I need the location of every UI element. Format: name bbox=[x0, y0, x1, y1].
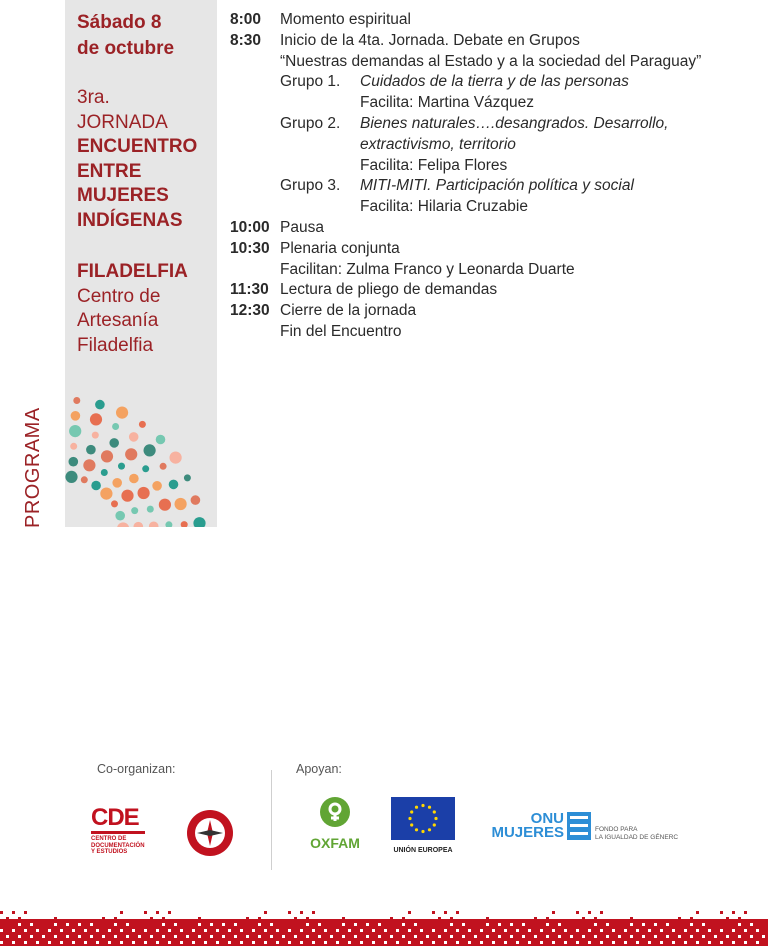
date-line: Sábado 8 bbox=[77, 12, 162, 33]
onu-logo-text: MUJERES bbox=[491, 824, 564, 841]
onu-logo-text: ONU bbox=[530, 810, 564, 827]
schedule-item bbox=[230, 280, 750, 301]
schedule bbox=[230, 10, 750, 343]
jornada-block bbox=[77, 86, 197, 233]
title-line: MUJERES bbox=[77, 185, 169, 206]
title-line: ENTRE bbox=[77, 160, 142, 182]
group-topic: MITI-MITI. Participación política y social bbox=[360, 177, 634, 195]
schedule-text: Inicio de la 4ta. Jornada. Debate en Grupos bbox=[280, 31, 580, 49]
event-date bbox=[77, 10, 174, 62]
eu-logo-text: UNIÓN EUROPEA bbox=[393, 847, 453, 854]
fondo-igualdad-text bbox=[595, 826, 678, 841]
schedule-text: Plenaria conjunta bbox=[280, 239, 400, 257]
group-item bbox=[280, 72, 750, 114]
debate-subtitle: “Nuestras demandas al Estado y a la sociedad del Paraguay” bbox=[280, 52, 702, 70]
schedule-item bbox=[230, 301, 750, 343]
schedule-time: 8:00 bbox=[230, 11, 262, 28]
decorative-woven-band bbox=[0, 905, 768, 946]
group-facilitator: Facilita: Hilaria Cruzabie bbox=[360, 198, 528, 216]
schedule-time: 11:30 bbox=[230, 281, 269, 299]
title-line: INDÍGENAS bbox=[77, 209, 183, 231]
schedule-body bbox=[280, 31, 750, 218]
oxfam-logo bbox=[307, 796, 363, 851]
fondo-text-line: LA IGUALDAD DE GÉNERC bbox=[595, 833, 679, 841]
schedule-time: 10:00 bbox=[230, 218, 270, 236]
schedule-text: Cierre de la jornada bbox=[280, 302, 417, 320]
venue-block bbox=[77, 260, 188, 358]
schedule-time: 12:30 bbox=[230, 302, 270, 320]
fondo-text-line: FONDO PARA bbox=[595, 826, 638, 833]
schedule-closing: Fin del Encuentro bbox=[280, 322, 402, 340]
cde-logo-text: CDE bbox=[91, 805, 145, 834]
cde-logo-subtext: CENTRO DE bbox=[91, 836, 127, 842]
supporters-label: Apoyan: bbox=[296, 762, 342, 776]
schedule-text: Momento espiritual bbox=[280, 11, 411, 28]
fondo-igualdad-icon bbox=[567, 812, 591, 840]
oxfam-logo-text: OXFAM bbox=[310, 835, 360, 851]
venue-line: Centro de bbox=[77, 285, 161, 307]
schedule-item bbox=[230, 239, 750, 281]
decorative-dot-arc bbox=[65, 395, 217, 527]
title-line: ENCUENTRO bbox=[77, 136, 198, 157]
schedule-facilitators: Facilitan: Zulma Franco y Leonarda Duarte bbox=[280, 260, 575, 278]
group-facilitator: Facilita: Felipa Flores bbox=[360, 156, 508, 174]
footer-divider bbox=[271, 770, 272, 870]
schedule-time: 8:30 bbox=[230, 31, 262, 49]
group-topic: extractivismo, territorio bbox=[360, 135, 516, 153]
schedule-text: Lectura de pliego de demandas bbox=[280, 281, 498, 299]
onu-mujeres-logo bbox=[484, 812, 564, 840]
programa-vertical-label: PROGRAMA bbox=[22, 407, 44, 528]
city-name: FILADELFIA bbox=[77, 261, 188, 282]
schedule-item bbox=[230, 31, 750, 218]
coorganizer-seal-logo bbox=[185, 808, 235, 858]
jornada-label: JORNADA bbox=[77, 111, 168, 133]
venue-line: Artesanía bbox=[77, 310, 159, 331]
group-item bbox=[280, 176, 750, 218]
cde-logo bbox=[91, 805, 145, 856]
group-topic: Bienes naturales….desangrados. Desarrollo, bbox=[360, 114, 669, 132]
schedule-item bbox=[230, 10, 750, 31]
group-label: Grupo 2. bbox=[280, 114, 341, 132]
eu-logo bbox=[391, 797, 455, 854]
schedule-item bbox=[230, 218, 750, 239]
eu-flag-icon bbox=[391, 797, 455, 840]
event-title bbox=[77, 135, 197, 233]
jornada-number: 3ra. bbox=[77, 87, 110, 108]
schedule-time: 10:30 bbox=[230, 239, 270, 257]
group-item bbox=[280, 114, 750, 176]
group-label: Grupo 3. bbox=[280, 177, 341, 195]
cde-logo-subtext: DOCUMENTACIÓN bbox=[91, 842, 145, 849]
schedule-text: Pausa bbox=[280, 218, 324, 236]
group-label: Grupo 1. bbox=[280, 73, 341, 91]
group-topic: Cuidados de la tierra y de las personas bbox=[360, 73, 629, 91]
group-facilitator: Facilita: Martina Vázquez bbox=[360, 94, 535, 112]
oxfam-icon bbox=[319, 796, 351, 828]
venue-line: Filadelfia bbox=[77, 334, 154, 356]
coorganizers-label: Co-organizan: bbox=[97, 762, 176, 776]
cde-logo-subtext: Y ESTUDIOS bbox=[91, 849, 128, 855]
date-line: de octubre bbox=[77, 38, 175, 59]
